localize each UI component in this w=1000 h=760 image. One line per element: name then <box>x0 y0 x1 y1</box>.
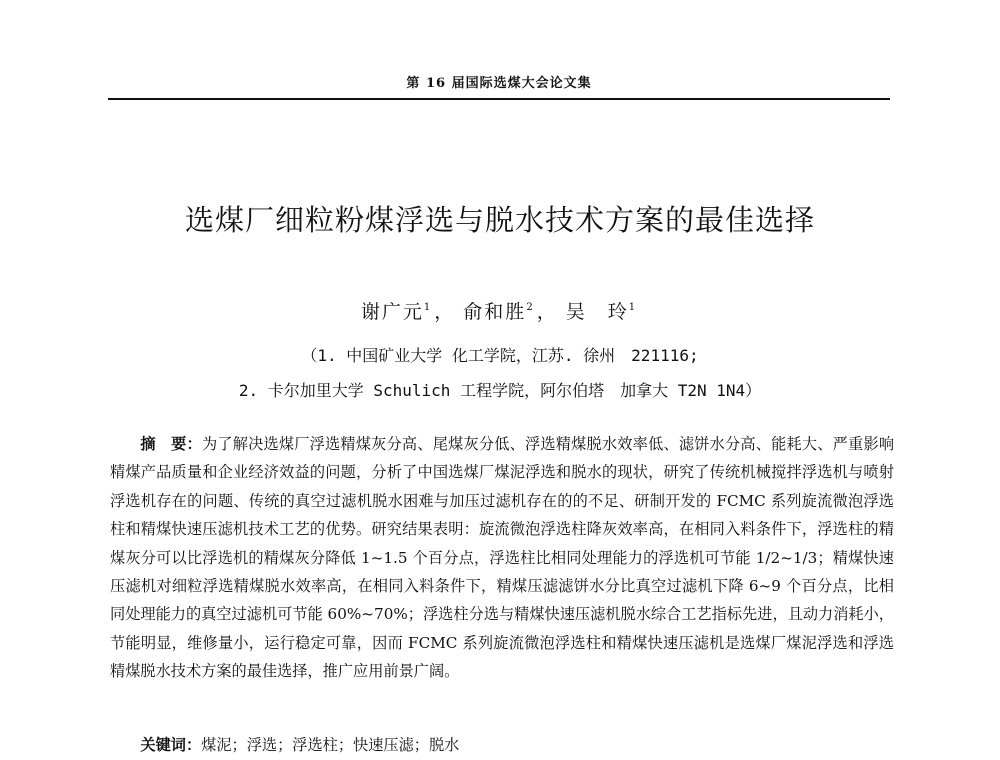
keywords <box>110 735 894 755</box>
affiliation-line-1: （1. 中国矿业大学 化工学院，江苏. 徐州 221116; <box>301 346 699 365</box>
affiliation-line-2: 2. 卡尔加里大学 Schulich 工程学院，阿尔伯塔 加拿大 T2N 1N4） <box>238 381 762 400</box>
keywords-text: 煤泥；浮选；浮选柱；快速压滤；脱水 <box>201 736 460 754</box>
abstract <box>110 430 894 686</box>
paper-title: 选煤厂细粒粉煤浮选与脱水技术方案的最佳选择 <box>184 203 815 237</box>
author-separator: ， <box>536 301 558 323</box>
author-line <box>100 297 900 324</box>
author-name: 俞和胜 <box>463 301 527 323</box>
author-affiliation-mark: 2 <box>526 302 535 313</box>
abstract-label: 摘 要： <box>140 435 202 453</box>
author-separator: ， <box>434 301 456 323</box>
keywords-label: 关键词： <box>140 736 202 754</box>
author-name: 谢广元 <box>360 301 424 323</box>
author-affiliation-mark: 1 <box>628 302 638 313</box>
abstract-text: 为了解决选煤厂浮选精煤灰分高、尾煤灰分低、浮选精煤脱水效率低、滤饼水分高、能耗大、严重影响精煤产品质量和企业经济效益的问题，分析了中国选煤厂煤泥浮选和脱水的现状，研究了传统机械搅拌浮选机与喷射浮选机存在的问题、传统的真空过滤机脱水困难与加压过滤机存在的的不足、研制开发的 FCMC 系列旋流微泡浮选柱和精煤快速压滤机技术工艺的优势。研究结果表明：旋流微泡浮选柱降灰效率高，在相同入料条件下，浮选柱的精煤灰分可以比浮选机的精煤灰分降低 1~1.5 个百分点，浮选柱比相同处理能力的浮选机可节能 1/2~1/3；精煤快速压滤机对细粒浮选精煤脱水效率高，在相同入料条件下，精煤压滤滤饼水分比真空过滤机下降 6~9 个百分点，比相同处理能力的真空过滤机可节能 60%~70%；浮选柱分选与精煤快速压滤机脱水综合工艺指标先进，且动力消耗小，节能明显，维修量小，运行稳定可靠，因而 FCMC 系列旋流微泡浮选柱和精煤快速压滤机是选煤厂煤泥浮选和浮选精煤脱水技术方案的最佳选择，推广应用前景广阔。 <box>110 435 895 681</box>
author-name: 吴 玲 <box>565 301 629 323</box>
header-rule <box>108 98 890 100</box>
running-header: 第 16 届国际选煤大会论文集 <box>406 76 592 91</box>
author-affiliation-mark: 1 <box>423 302 433 313</box>
